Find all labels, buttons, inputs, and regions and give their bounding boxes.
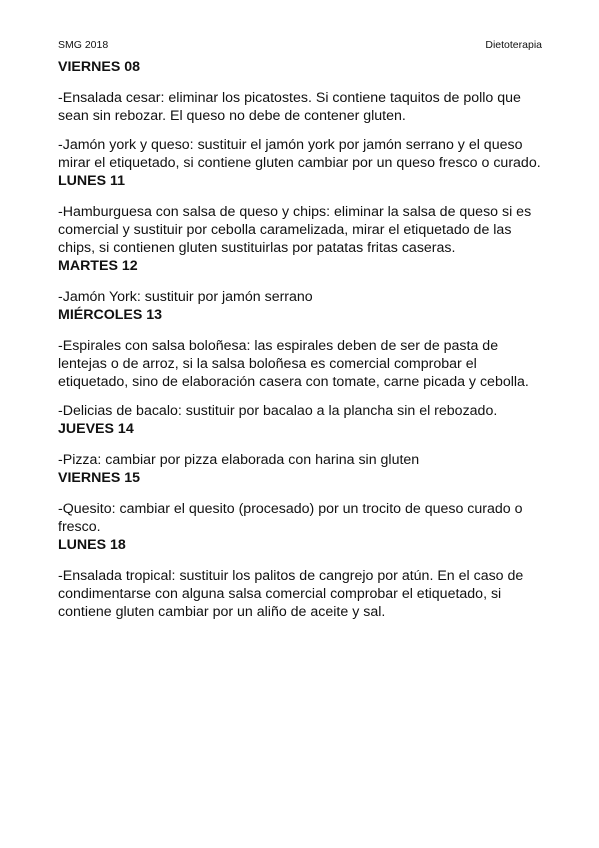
menu-item-note: -Ensalada cesar: eliminar los picatostes. Si contiene taquitos de pollo que sean sin rebozar. El queso no debe de contener gluten. xyxy=(58,90,521,124)
day-heading: LUNES 11 xyxy=(58,173,126,189)
menu-item-note: -Jamón York: sustituir por jamón serrano xyxy=(58,289,313,305)
day-heading: MARTES 12 xyxy=(58,258,138,274)
day-section xyxy=(58,306,548,420)
menu-item-note: -Jamón york y queso: sustituir el jamón york por jamón serrano y el queso mirar el etiquetado, si contiene gluten cambiar por un queso fresco o curado. xyxy=(58,137,541,171)
menu-item-note: -Pizza: cambiar por pizza elaborada con harina sin gluten xyxy=(58,452,420,468)
header-left-text: SMG 2018 xyxy=(58,39,109,51)
day-heading: VIERNES 08 xyxy=(58,59,141,75)
header-right-text: Dietoterapia xyxy=(485,39,542,51)
page-header xyxy=(58,38,542,52)
day-section xyxy=(58,469,548,536)
document-body xyxy=(58,58,548,621)
day-section xyxy=(58,58,548,172)
day-heading: VIERNES 15 xyxy=(58,470,141,486)
day-heading: MIÉRCOLES 13 xyxy=(58,307,163,323)
day-heading: LUNES 18 xyxy=(58,537,126,553)
menu-item-note: -Delicias de bacalo: sustituir por bacalao a la plancha sin el rebozado. xyxy=(58,403,498,419)
menu-item-note: -Quesito: cambiar el quesito (procesado) por un trocito de queso curado o fresco. xyxy=(58,501,523,535)
day-heading: JUEVES 14 xyxy=(58,421,134,437)
menu-item-note: -Hamburguesa con salsa de queso y chips: eliminar la salsa de queso si es comercial y sustituir por cebolla caramelizada, mirar el etiquetado de las chips, si contienen gluten sustituirlas por patatas fritas caseras. xyxy=(58,204,532,256)
menu-item-note: -Ensalada tropical: sustituir los palitos de cangrejo por atún. En el caso de condimentarse con alguna salsa comercial comprobar el etiquetado, si contiene gluten cambiar por un aliño de aceite y sal. xyxy=(58,568,524,620)
day-section xyxy=(58,172,548,257)
day-section xyxy=(58,536,548,621)
day-section xyxy=(58,420,548,469)
day-section xyxy=(58,257,548,306)
menu-item-note: -Espirales con salsa boloñesa: las espirales deben de ser de pasta de lentejas o de arroz, si la salsa boloñesa es comercial comprobar el etiquetado, sino de elaboración casera con tomate, carne picada y cebolla. xyxy=(58,338,529,390)
